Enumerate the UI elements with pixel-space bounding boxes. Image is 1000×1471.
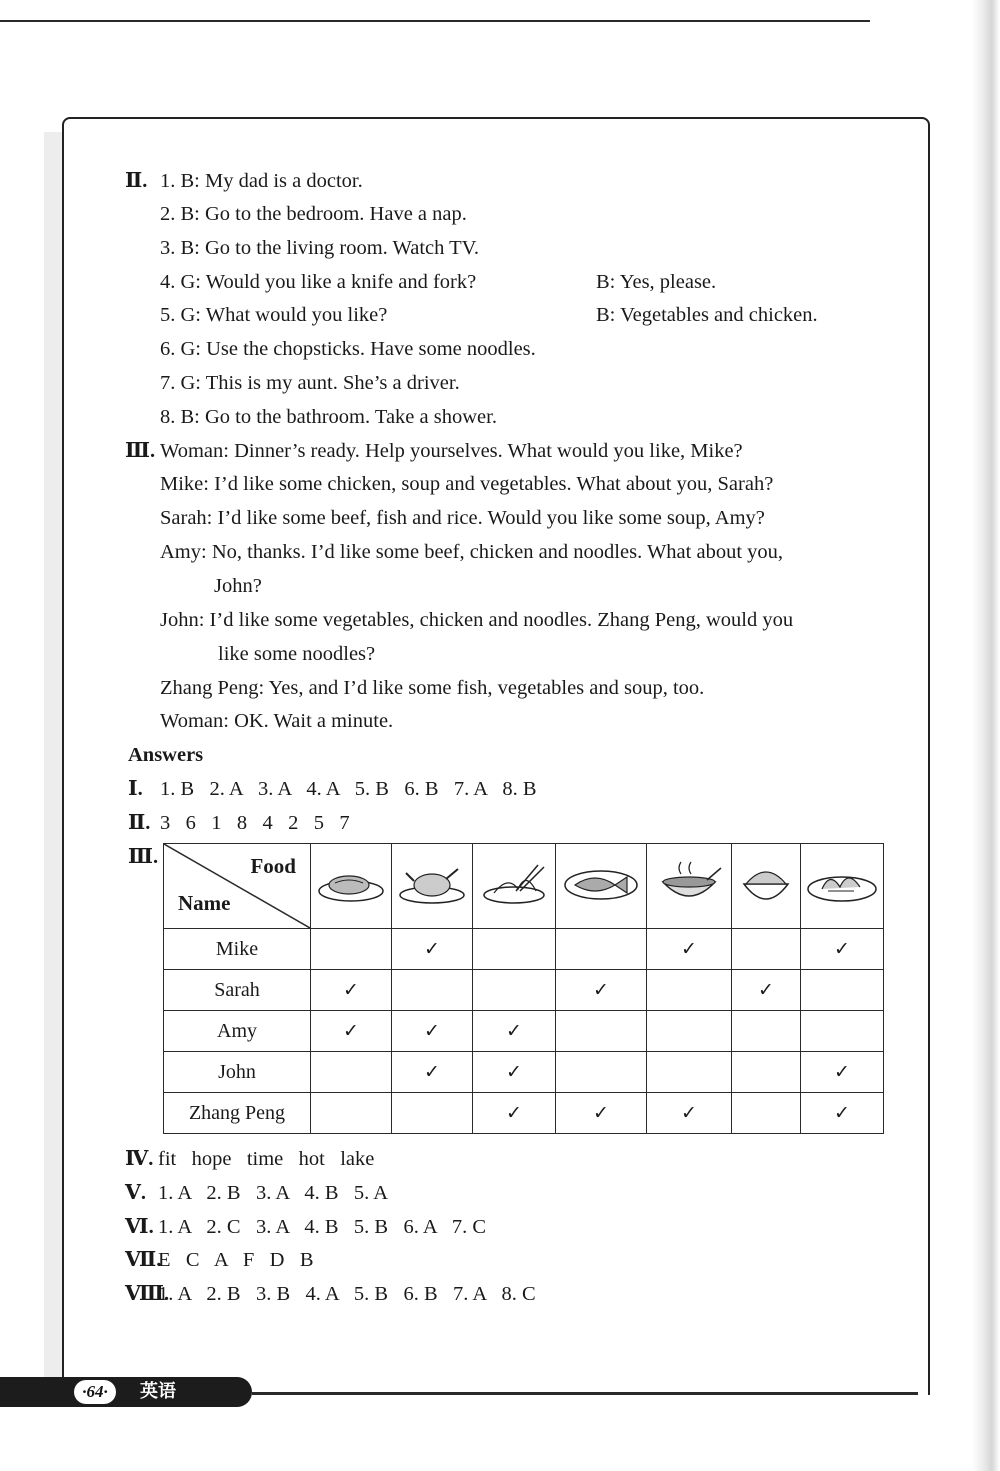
check-cell: [473, 1093, 556, 1134]
check-mark: ✓: [343, 1019, 359, 1042]
check-mark: ✓: [681, 1101, 697, 1124]
fish-icon: [561, 861, 641, 905]
dialogue-line: Woman: Dinner’s ready. Help yourselves. What would you like, Mike?: [160, 440, 743, 462]
page-number: ·64·: [74, 1380, 116, 1404]
script-line: 4. G: Would you like a knife and fork?: [160, 271, 477, 293]
page-edge-shadow: [972, 0, 1000, 1471]
script-line: 3. B: Go to the living room. Watch TV.: [160, 237, 479, 259]
section-2-numeral: Ⅱ.: [125, 170, 148, 192]
food-table: [163, 843, 884, 1134]
dialogue-line: like some noodles?: [218, 643, 376, 665]
script-line: 7. G: This is my aunt. She’s a driver.: [160, 372, 460, 394]
answers-3-numeral: Ⅲ.: [128, 846, 159, 868]
check-cell: [647, 1093, 732, 1134]
student-name: John: [164, 1052, 311, 1093]
check-mark: ✓: [424, 937, 440, 960]
answers-2-numeral: Ⅱ.: [128, 812, 151, 834]
answers-8: 1. A 2. B 3. B 4. A 5. B 6. B 7. A 8. C: [158, 1283, 536, 1305]
check-cell: [556, 1052, 647, 1093]
check-cell: [732, 1093, 801, 1134]
food-col-fish: [556, 844, 647, 929]
check-mark: ✓: [834, 1060, 850, 1083]
answers-7: E C A F D B: [158, 1249, 314, 1271]
check-cell: [392, 970, 473, 1011]
check-cell: [556, 929, 647, 970]
check-cell: [732, 929, 801, 970]
check-cell: [732, 1011, 801, 1052]
answers-2: 3 6 1 8 4 2 5 7: [160, 812, 350, 834]
check-cell: [556, 1011, 647, 1052]
check-cell: [392, 1011, 473, 1052]
check-cell: [556, 970, 647, 1011]
dialogue-line: Sarah: I’d like some beef, fish and rice. Would you like some soup, Amy?: [160, 507, 765, 529]
check-cell: [473, 1011, 556, 1052]
check-mark: ✓: [343, 978, 359, 1001]
answers-4: fit hope time hot lake: [158, 1148, 375, 1170]
beef-icon: [315, 861, 387, 905]
answers-6-numeral: Ⅵ.: [125, 1216, 154, 1238]
check-mark: ✓: [834, 937, 850, 960]
check-cell: [647, 970, 732, 1011]
check-cell: [556, 1093, 647, 1134]
script-line: 2. B: Go to the bedroom. Have a nap.: [160, 203, 467, 225]
table-row: [164, 1093, 884, 1134]
answers-8-numeral: Ⅷ.: [125, 1283, 170, 1305]
food-col-chicken: [392, 844, 473, 929]
dialogue-line: John?: [214, 575, 262, 597]
answers-1-numeral: Ⅰ.: [128, 778, 143, 800]
check-cell: [801, 970, 884, 1011]
food-col-rice: [732, 844, 801, 929]
answers-5-numeral: Ⅴ.: [125, 1182, 147, 1204]
footer-rule: [252, 1392, 918, 1395]
table-row: [164, 1052, 884, 1093]
script-reply: B: Yes, please.: [596, 271, 717, 293]
check-cell: [647, 1011, 732, 1052]
script-line: 1. B: My dad is a doctor.: [160, 170, 363, 192]
script-line: 6. G: Use the chopsticks. Have some noodles.: [160, 338, 536, 360]
check-cell: [311, 1093, 392, 1134]
food-col-vegetables: [801, 844, 884, 929]
student-name: Sarah: [164, 970, 311, 1011]
check-cell: [392, 1093, 473, 1134]
check-cell: [392, 1052, 473, 1093]
answers-5: 1. A 2. B 3. A 4. B 5. A: [158, 1182, 389, 1204]
table-row: [164, 970, 884, 1011]
check-cell: [473, 929, 556, 970]
check-cell: [311, 929, 392, 970]
check-cell: [647, 1052, 732, 1093]
check-mark: ✓: [758, 978, 774, 1001]
answers-1: 1. B 2. A 3. A 4. A 5. B 6. B 7. A 8. B: [160, 778, 537, 800]
footer-bar: [0, 1377, 252, 1407]
script-line: 5. G: What would you like?: [160, 304, 388, 326]
check-mark: ✓: [834, 1101, 850, 1124]
check-cell: [801, 1093, 884, 1134]
check-cell: [732, 1052, 801, 1093]
check-cell: [801, 1052, 884, 1093]
check-mark: ✓: [424, 1060, 440, 1083]
dialogue-line: Amy: No, thanks. I’d like some beef, chicken and noodles. What about you,: [160, 541, 784, 563]
subject-label: 英语: [140, 1381, 176, 1402]
answers-6: 1. A 2. C 3. A 4. B 5. B 6. A 7. C: [158, 1216, 487, 1238]
header-name: Name: [178, 891, 231, 915]
student-name: Mike: [164, 929, 311, 970]
script-reply: B: Vegetables and chicken.: [596, 304, 818, 326]
check-mark: ✓: [506, 1060, 522, 1083]
table-row: [164, 1011, 884, 1052]
header-food: Food: [250, 854, 296, 878]
rice-icon: [738, 858, 794, 908]
food-col-beef: [311, 844, 392, 929]
check-cell: [311, 1052, 392, 1093]
top-rule: [0, 20, 870, 22]
dialogue-line: Woman: OK. Wait a minute.: [160, 710, 394, 732]
student-name: Zhang Peng: [164, 1093, 311, 1134]
check-mark: ✓: [593, 1101, 609, 1124]
check-mark: ✓: [506, 1101, 522, 1124]
noodles-icon: [478, 861, 550, 905]
frame-shadow: [44, 132, 62, 1382]
check-mark: ✓: [424, 1019, 440, 1042]
food-col-soup: [647, 844, 732, 929]
script-line: 8. B: Go to the bathroom. Take a shower.: [160, 406, 497, 428]
section-3-numeral: Ⅲ.: [125, 440, 156, 462]
table-corner-cell: [164, 844, 311, 929]
check-mark: ✓: [681, 937, 697, 960]
food-col-noodles: [473, 844, 556, 929]
check-cell: [311, 970, 392, 1011]
soup-icon: [653, 858, 725, 908]
check-mark: ✓: [506, 1019, 522, 1042]
dialogue-line: Zhang Peng: Yes, and I’d like some fish, vegetables and soup, too.: [160, 677, 705, 699]
dialogue-line: Mike: I’d like some chicken, soup and vegetables. What about you, Sarah?: [160, 473, 774, 495]
check-cell: [647, 929, 732, 970]
answers-4-numeral: Ⅳ.: [125, 1148, 154, 1170]
check-cell: [392, 929, 473, 970]
check-cell: [732, 970, 801, 1011]
check-cell: [473, 970, 556, 1011]
check-cell: [801, 1011, 884, 1052]
check-cell: [311, 1011, 392, 1052]
chicken-icon: [396, 861, 468, 905]
student-name: Amy: [164, 1011, 311, 1052]
answers-7-numeral: Ⅶ.: [125, 1249, 162, 1271]
vegetables-icon: [804, 861, 880, 905]
dialogue-line: John: I’d like some vegetables, chicken and noodles. Zhang Peng, would you: [160, 609, 794, 631]
answers-heading: Answers: [128, 744, 204, 766]
table-row: [164, 929, 884, 970]
check-mark: ✓: [593, 978, 609, 1001]
check-cell: [473, 1052, 556, 1093]
check-cell: [801, 929, 884, 970]
